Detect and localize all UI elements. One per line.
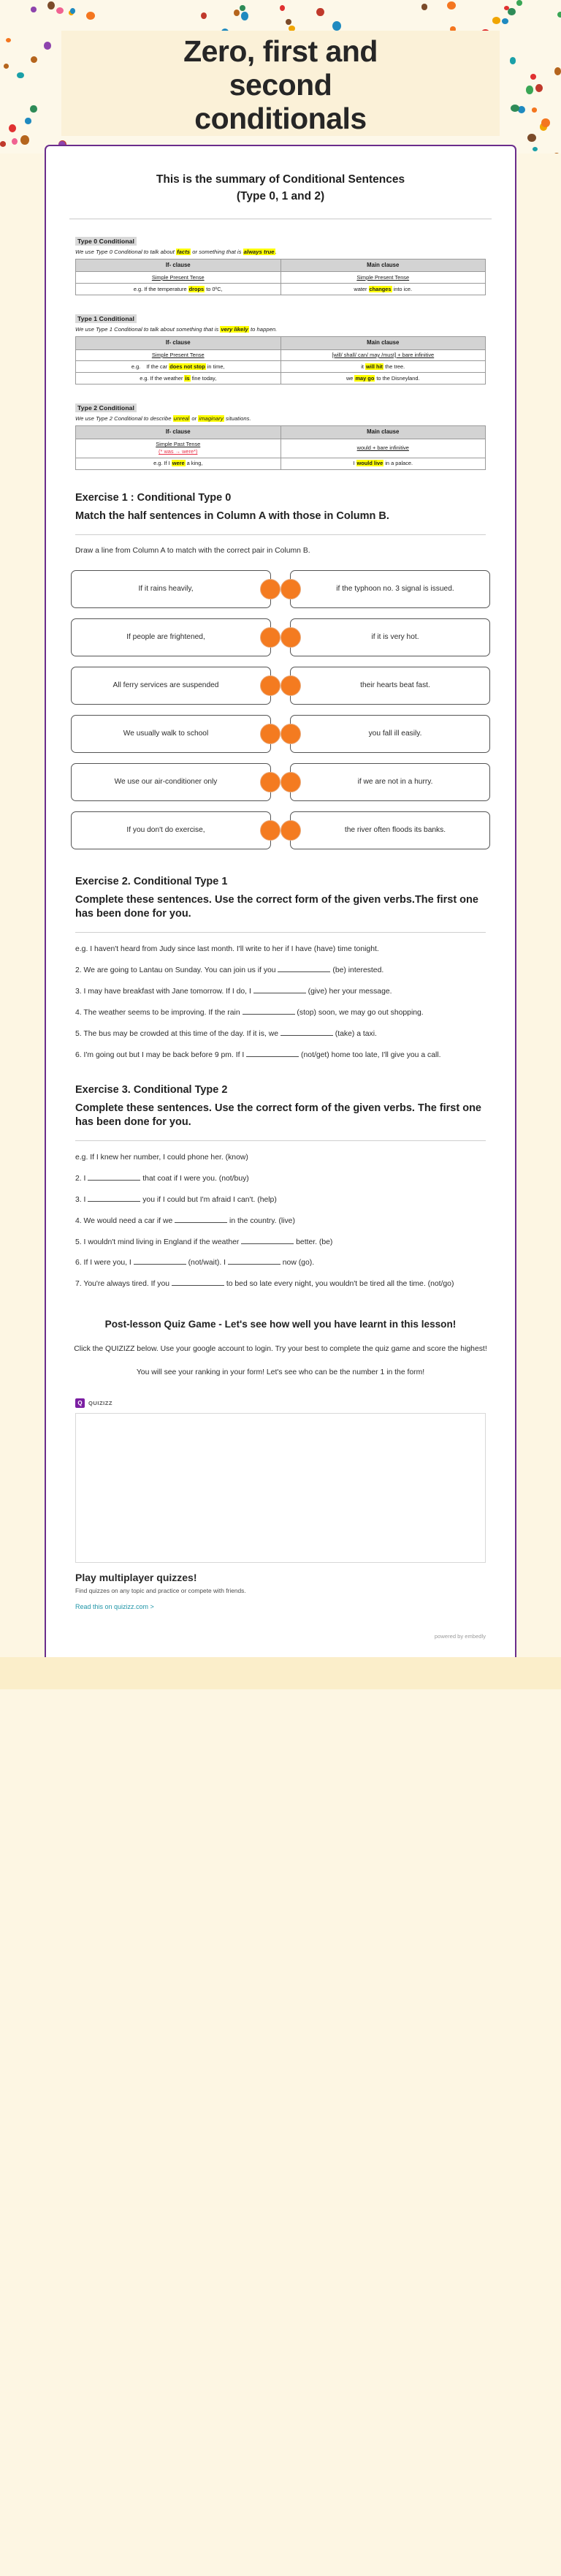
answer-blank[interactable] [134, 1257, 186, 1265]
confetti-dot [511, 105, 519, 112]
question-text: 4. The weather seems to be improving. If the rain [75, 1008, 243, 1017]
answer-blank[interactable] [172, 1278, 224, 1286]
embed-powered-by: powered by embedly [434, 1633, 486, 1640]
exercise-2-item [75, 964, 486, 977]
table-col-main-clause: Main clause [280, 426, 486, 439]
example-main-cell: I would live in a palace. [280, 458, 486, 469]
confetti-dot [447, 1, 456, 10]
answer-blank[interactable] [246, 1049, 299, 1057]
table-row [76, 272, 486, 284]
exercise-2-item [75, 1028, 486, 1041]
confetti-dot [502, 18, 508, 24]
question-text-after: (stop) soon, we may go out shopping. [294, 1008, 424, 1017]
confetti-dot [56, 7, 64, 14]
match-card-label: All ferry services are suspended [112, 681, 219, 689]
question-text-after: better. (be) [294, 1238, 333, 1246]
table-row [76, 373, 486, 384]
match-card-b-1[interactable] [290, 570, 490, 608]
answer-blank[interactable] [278, 964, 330, 972]
match-connector-knob[interactable] [280, 772, 301, 792]
exercise-3-item [75, 1236, 486, 1249]
match-card-label: We use our air-conditioner only [114, 777, 218, 786]
match-connector-knob[interactable] [260, 772, 280, 792]
confetti-dot [516, 0, 522, 5]
example2-main-cell: we may go to the Disneyland. [280, 373, 486, 384]
confetti-dot [31, 7, 36, 12]
form-if: Simple Present Tense [151, 352, 205, 358]
confetti-dot [508, 8, 515, 15]
question-text: 7. You're always tired. If you [75, 1280, 172, 1289]
divider [75, 1140, 486, 1141]
footer-band [0, 1657, 561, 1689]
exercise-3-questions [75, 1151, 486, 1291]
exercise-2 [65, 876, 496, 1062]
grammar-heading: Type 0 Conditional [75, 237, 137, 246]
exercise-3-title: Complete these sentences. Use the correct form of the given verbs. The first one has been done for you. [75, 1102, 481, 1129]
answer-blank[interactable] [228, 1257, 280, 1265]
confetti-dot [510, 57, 516, 64]
question-text: 3. I may have breakfast with Jane tomorrow. If I do, I [75, 987, 253, 996]
confetti-dot [554, 67, 561, 75]
summary-heading [65, 171, 496, 205]
table-row [76, 458, 486, 469]
question-text-after: you if I could but I'm afraid I can't. (help) [140, 1195, 277, 1204]
matching-exercise [65, 567, 496, 854]
table-col-main-clause: Main clause [280, 259, 486, 272]
embed-title: Play multiplayer quizzes! [75, 1572, 197, 1584]
grammar-block-type2 [65, 401, 496, 469]
match-card-label: their hearts beat fast. [360, 681, 430, 689]
example-if-cell: e.g. If the temperature drops to 0ºC, [76, 284, 281, 295]
exercise-2-number: Exercise 2. Conditional Type 1 [75, 875, 228, 887]
confetti-dot [6, 38, 11, 42]
match-card-label: We usually walk to school [123, 729, 209, 738]
confetti-dot [553, 153, 560, 154]
match-card-label: if we are not in a hurry. [357, 777, 433, 786]
exercise-3-number: Exercise 3. Conditional Type 2 [75, 1083, 228, 1096]
example-main-cell: water changes into ice. [280, 284, 486, 295]
grammar-highlight-2: always true [243, 248, 275, 255]
table-col-if-clause: If- clause [76, 426, 281, 439]
question-text: 5. The bus may be crowded at this time of the day. If it is, we [75, 1029, 280, 1038]
confetti-dot [70, 8, 75, 14]
confetti-dot [557, 12, 561, 18]
match-card-a-2[interactable] [71, 618, 271, 656]
match-card-label: the river often floods its banks. [344, 825, 446, 834]
confetti-dot [17, 72, 24, 79]
table-header-row [76, 336, 486, 349]
page-header [0, 0, 561, 154]
grammar-table-type1 [75, 336, 486, 384]
confetti-dot [240, 5, 245, 11]
table-row [76, 439, 486, 458]
match-connector-knob[interactable] [280, 579, 301, 599]
confetti-dot [201, 12, 207, 20]
grammar-table-type0 [75, 259, 486, 295]
question-text-after: in the country. (live) [227, 1216, 295, 1225]
confetti-dot [541, 118, 550, 128]
question-text-after: (be) interested. [330, 966, 384, 975]
exercise-3-item [75, 1173, 486, 1186]
question-text: 2. We are going to Lantau on Sunday. You can join us if you [75, 966, 278, 975]
exercise-2-item [75, 1049, 486, 1062]
example-if-cell: e.g. If I were a king, [76, 458, 281, 469]
example-main-cell: it will hit the tree. [280, 361, 486, 373]
exercise-3-item [75, 1215, 486, 1228]
match-card-a-5[interactable] [71, 763, 271, 801]
answer-blank[interactable] [243, 1007, 295, 1015]
grammar-subtitle-pre: We use Type 0 Conditional to talk about [75, 248, 177, 255]
confetti-dot [241, 12, 249, 20]
exercise-2-item [75, 1007, 486, 1020]
match-connector-knob[interactable] [280, 627, 301, 648]
question-text-after-2: now (go). [280, 1259, 315, 1268]
form-main: would + bare infinitive [356, 444, 409, 452]
match-card-b-5[interactable] [290, 763, 490, 801]
exercise-1-number: Exercise 1 : Conditional Type 0 [75, 491, 232, 504]
quizizz-embed-card[interactable] [75, 1398, 486, 1640]
page-title-line-1: Zero, first and [183, 34, 378, 68]
match-card-label: If you don't do exercise, [126, 825, 205, 834]
match-connector-knob[interactable] [280, 724, 301, 744]
confetti-dot [535, 84, 543, 92]
embed-provider-name: QUIZIZZ [88, 1400, 113, 1407]
answer-blank[interactable] [253, 985, 306, 993]
form-main: [will/ shall/ can/ may /must] + bare infinitive [332, 352, 435, 358]
example2-if-cell: e.g. If the weather is fine today, [76, 373, 281, 384]
confetti-dot [530, 74, 536, 80]
question-text: 6. If I were you, I [75, 1259, 134, 1268]
answer-blank[interactable] [241, 1236, 294, 1244]
quiz-paragraph-1: Click the QUIZIZZ below. Use your google account to login. Try your best to complete the quiz game and score the highest! [74, 1344, 487, 1353]
confetti-dot [421, 4, 427, 10]
confetti-dot [316, 8, 324, 17]
question-text-after: (not/get) home too late, I'll give you a call. [299, 1050, 441, 1059]
match-card-b-3[interactable] [290, 667, 490, 705]
match-connector-knob[interactable] [260, 675, 280, 696]
worksheet-card [45, 145, 516, 1657]
question-text: 4. We would need a car if we [75, 1216, 175, 1225]
table-row [76, 284, 486, 295]
confetti-dot [527, 134, 536, 142]
confetti-dot [25, 118, 31, 124]
answer-blank[interactable] [88, 1173, 140, 1181]
page-title-line-3: conditionals [194, 101, 367, 135]
match-connector-knob[interactable] [280, 675, 301, 696]
match-card-label: If it rains heavily, [138, 584, 194, 593]
table-col-if-clause: If- clause [76, 259, 281, 272]
match-card-b-2[interactable] [290, 618, 490, 656]
confetti-dot [20, 135, 28, 145]
confetti-dot [12, 138, 18, 145]
confetti-dot [526, 86, 534, 94]
confetti-dot [492, 17, 500, 24]
confetti-dot [0, 141, 6, 147]
match-card-a-1[interactable] [71, 570, 271, 608]
grammar-block-type1 [65, 311, 496, 384]
question-text-after: (not/wait). I [186, 1259, 228, 1268]
match-connector-knob[interactable] [260, 579, 280, 599]
hero-title-band [61, 31, 500, 136]
grammar-subtitle-mid: or something that is [191, 248, 243, 255]
question-text: 6. I'm going out but I may be back before 9 pm. If I [75, 1050, 247, 1059]
grammar-subtitle [75, 249, 486, 255]
table-col-if-clause: If- clause [76, 336, 281, 349]
form-if-note: (* was → were*) [159, 448, 198, 455]
confetti-dot [280, 5, 286, 12]
answer-blank[interactable] [175, 1215, 227, 1223]
exercise-1 [65, 492, 496, 557]
exercise-3-item [75, 1278, 486, 1291]
exercise-3-item [75, 1151, 486, 1164]
exercise-3-item [75, 1194, 486, 1207]
match-card-label: If people are frightened, [126, 632, 205, 641]
match-card-label: you fall ill easily. [368, 729, 422, 738]
divider [75, 932, 486, 933]
page-title [69, 35, 492, 136]
match-card-b-6[interactable] [290, 811, 490, 849]
match-card-a-3[interactable] [71, 667, 271, 705]
grammar-subtitle-post: . [275, 248, 277, 255]
table-col-main-clause: Main clause [280, 336, 486, 349]
question-text: e.g. I haven't heard from Judy since last month. I'll write to her if I have (have) time tonight. [75, 945, 379, 954]
question-text-after: that coat if I were you. (not/buy) [140, 1174, 249, 1183]
match-card-a-6[interactable] [71, 811, 271, 849]
confetti-dot [47, 1, 55, 10]
confetti-dot [533, 147, 538, 151]
answer-blank[interactable] [88, 1194, 140, 1202]
exercise-2-item [75, 943, 486, 956]
summary-heading-line-2: (Type 0, 1 and 2) [236, 190, 325, 203]
question-text: 2. I [75, 1174, 88, 1183]
exercise-1-title: Match the half sentences in Column A with those in Column B. [75, 509, 389, 522]
confetti-dot [44, 42, 51, 49]
grammar-block-type0 [65, 234, 496, 295]
match-card-b-4[interactable] [290, 715, 490, 753]
exercise-3 [65, 1084, 496, 1292]
form-main: Simple Present Tense [356, 273, 410, 281]
table-row [76, 349, 486, 361]
divider [75, 534, 486, 535]
confetti-dot [332, 21, 341, 31]
answer-blank[interactable] [280, 1028, 333, 1036]
matching-column-a [71, 570, 271, 849]
match-connector-knob[interactable] [260, 820, 280, 841]
exercise-3-item [75, 1257, 486, 1270]
confetti-dot [31, 56, 37, 63]
confetti-dot [86, 12, 95, 20]
embed-provider-row [75, 1398, 486, 1408]
exercise-1-instruction: Draw a line from Column A to match with the correct pair in Column B. [75, 546, 310, 555]
match-connector-knob[interactable] [280, 820, 301, 841]
example-if-cell: e.g. If the car does not stop in time, [76, 361, 281, 373]
question-text-after: to bed so late every night, you wouldn't be tired all the time. (not/go) [224, 1280, 454, 1289]
exercise-2-item [75, 985, 486, 999]
form-if: Simple Past Tense [156, 441, 201, 448]
grammar-table-type2 [75, 425, 486, 469]
table-header-row [76, 426, 486, 439]
match-card-a-4[interactable] [71, 715, 271, 753]
table-row [76, 361, 486, 373]
match-card-label: if the typhoon no. 3 signal is issued. [336, 584, 454, 593]
grammar-subtitle: We use Type 2 Conditional to describe unreal or imaginary situations. [75, 415, 251, 423]
question-text: 3. I [75, 1195, 88, 1204]
question-text: 5. I wouldn't mind living in England if the weather [75, 1238, 242, 1246]
match-connector-knob[interactable] [260, 724, 280, 744]
confetti-dot [9, 124, 16, 132]
match-card-label: if it is very hot. [371, 632, 419, 641]
exercise-2-title: Complete these sentences. Use the correct form of the given verbs.The first one has been done for you. [75, 893, 478, 920]
question-text: e.g. If I knew her number, I could phone her. (know) [75, 1153, 248, 1162]
grammar-highlight-1: facts [177, 248, 191, 255]
embed-read-link[interactable]: Read this on quizizz.com > [75, 1603, 154, 1611]
post-lesson-quiz-section [65, 1317, 496, 1379]
confetti-dot [234, 10, 240, 16]
exercise-2-questions [75, 943, 486, 1061]
question-text-after: (give) her your message. [305, 987, 392, 996]
embed-preview-frame[interactable] [75, 1413, 486, 1563]
grammar-heading: Type 1 Conditional [75, 314, 137, 323]
form-if: Simple Present Tense [151, 273, 205, 281]
page-title-line-2: second [229, 67, 332, 102]
confetti-dot [532, 107, 538, 113]
quiz-heading: Post-lesson Quiz Game - Let's see how well you have learnt in this lesson! [104, 1319, 457, 1330]
match-connector-knob[interactable] [260, 627, 280, 648]
confetti-dot [30, 105, 37, 113]
grammar-subtitle: We use Type 1 Conditional to talk about something that is very likely to happen. [75, 325, 278, 333]
quizizz-logo-icon: Q [75, 1398, 85, 1408]
embed-description: Find quizzes on any topic and practice or compete with friends. [75, 1587, 246, 1595]
table-header-row [76, 259, 486, 272]
quiz-paragraph-2: You will see your ranking in your form! Let's see who can be the number 1 in the form! [136, 1368, 425, 1377]
confetti-dot [286, 19, 291, 25]
grammar-heading: Type 2 Conditional [75, 404, 137, 412]
question-text-after: (take) a taxi. [332, 1029, 377, 1038]
matching-column-b [290, 570, 490, 849]
confetti-dot [4, 64, 9, 69]
summary-heading-line-1: This is the summary of Conditional Sentences [156, 173, 405, 186]
